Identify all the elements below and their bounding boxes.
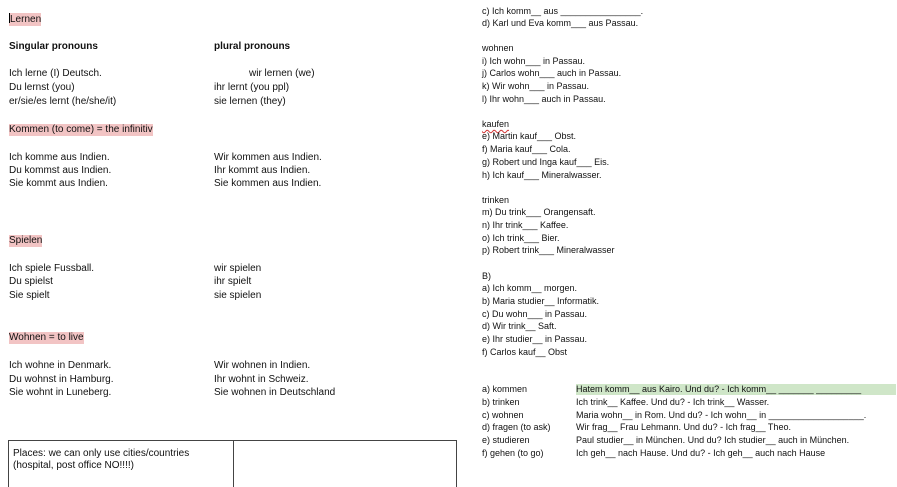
title-lernen[interactable] — [9, 13, 41, 26]
section-b-title: B) — [482, 271, 491, 281]
title-lernen-text: Lernen — [10, 14, 42, 25]
b-item-a: a) Ich komm__ morgen. — [482, 283, 578, 293]
b-item-c: c) Du wohn___ in Passau. — [482, 309, 588, 319]
places-line-1: Places: we can only use cities/countries — [13, 448, 190, 459]
spielen-plural-3: sie spielen — [214, 290, 262, 301]
trinken-n: n) Ihr trink___ Kaffee. — [482, 220, 569, 230]
exercise-c: c) Ich komm__ aus ________________. — [482, 6, 644, 16]
b-item-d: d) Wir trink__ Saft. — [482, 321, 557, 331]
wohnen-k: k) Wir wohn___ in Passau. — [482, 81, 590, 91]
wohnen-plural-1: Wir wohnen in Indien. — [214, 360, 311, 371]
verb-f: f) gehen (to go) — [482, 448, 544, 458]
b-item-b: b) Maria studier__ Informatik. — [482, 296, 600, 306]
sentence-a-text: Hatem komm__ aus Kairo. Und du? - Ich komm__ _______ _________ — [576, 384, 862, 394]
wohnen-heading: Wohnen = to live — [9, 332, 84, 343]
trinken-m: m) Du trink___ Orangensaft. — [482, 207, 596, 217]
lernen-plural-1: wir lernen (we) — [249, 68, 315, 79]
exercise-d: d) Karl und Eva komm___ aus Passau. — [482, 18, 639, 28]
lernen-plural-3: sie lernen (they) — [214, 96, 286, 107]
sentence-e: Paul studier__ in München. Und du? Ich studier__ auch in München. — [576, 435, 850, 445]
singular-header: Singular pronouns — [9, 41, 98, 52]
verb-c: c) wohnen — [482, 410, 524, 420]
sentence-f: Ich geh__ nach Hause. Und du? - Ich geh__ auch nach Hause — [576, 448, 826, 458]
trinken-title: trinken — [482, 195, 510, 205]
spielen-heading: Spielen — [9, 235, 43, 246]
kaufen-g: g) Robert und Inga kauf___ Eis. — [482, 157, 610, 167]
wohnen-title: wohnen — [482, 43, 514, 53]
wohnen-singular-1: Ich wohne in Denmark. — [9, 360, 112, 371]
spielen-singular-1: Ich spiele Fussball. — [9, 263, 95, 274]
sentence-a — [576, 384, 896, 395]
trinken-o: o) Ich trink___ Bier. — [482, 233, 560, 243]
wohnen-plural-2: Ihr wohnt in Schweiz. — [214, 374, 309, 385]
spielen-plural-2: ihr spielt — [214, 276, 252, 287]
kaufen-h: h) Ich kauf___ Mineralwasser. — [482, 170, 602, 180]
verb-d: d) fragen (to ask) — [482, 422, 551, 432]
kommen-plural-1: Wir kommen aus Indien. — [214, 152, 322, 163]
plural-header: plural pronouns — [214, 41, 291, 52]
wohnen-singular-2: Du wohnst in Hamburg. — [9, 374, 114, 385]
spielen-plural-1: wir spielen — [214, 263, 262, 274]
sentence-b: Ich trink__ Kaffee. Und du? - Ich trink__ Wasser. — [576, 397, 770, 407]
sentence-d: Wir frag__ Frau Lehmann. Und du? - Ich frag__ Theo. — [576, 422, 791, 432]
kaufen-f: f) Maria kauf___ Cola. — [482, 144, 571, 154]
kommen-plural-2: Ihr kommt aus Indien. — [214, 165, 311, 176]
verb-a: a) kommen — [482, 384, 528, 394]
wohnen-plural-3: Sie wohnen in Deutschland — [214, 387, 336, 398]
lernen-singular-1: Ich lerne (I) Deutsch. — [9, 68, 102, 79]
spielen-singular-3: Sie spielt — [9, 290, 50, 301]
kaufen-e: e) Martin kauf___ Obst. — [482, 131, 577, 141]
kommen-singular-2: Du kommst aus Indien. — [9, 165, 112, 176]
kommen-plural-3: Sie kommen aus Indien. — [214, 178, 322, 189]
spielen-singular-2: Du spielst — [9, 276, 53, 287]
lernen-plural-2: ihr lernt (you ppl) — [214, 82, 290, 93]
lernen-singular-2: Du lernst (you) — [9, 82, 75, 93]
b-item-f: f) Carlos kauf__ Obst — [482, 347, 568, 357]
kommen-singular-3: Sie kommt aus Indien. — [9, 178, 108, 189]
verb-e: e) studieren — [482, 435, 530, 445]
wohnen-l: l) Ihr wohn___ auch in Passau. — [482, 94, 606, 104]
wohnen-i: i) Ich wohn___ in Passau. — [482, 56, 586, 66]
places-line-2: (hospital, post office NO!!!!) — [13, 460, 134, 471]
table-divider — [233, 441, 234, 487]
kaufen-title: kaufen — [482, 119, 510, 129]
trinken-p: p) Robert trink___ Mineralwasser — [482, 245, 615, 255]
b-item-e: e) Ihr studier__ in Passau. — [482, 334, 588, 344]
sentence-c: Maria wohn__ in Rom. Und du? - Ich wohn__ in ___________________. — [576, 410, 867, 420]
kommen-singular-1: Ich komme aus Indien. — [9, 152, 110, 163]
verb-b: b) trinken — [482, 397, 520, 407]
lernen-singular-3: er/sie/es lernt (he/she/it) — [9, 96, 117, 107]
wohnen-singular-3: Sie wohnt in Luneberg. — [9, 387, 112, 398]
kommen-heading: Kommen (to come) = the infinitiv — [9, 124, 153, 135]
wohnen-j: j) Carlos wohn___ auch in Passau. — [482, 68, 622, 78]
